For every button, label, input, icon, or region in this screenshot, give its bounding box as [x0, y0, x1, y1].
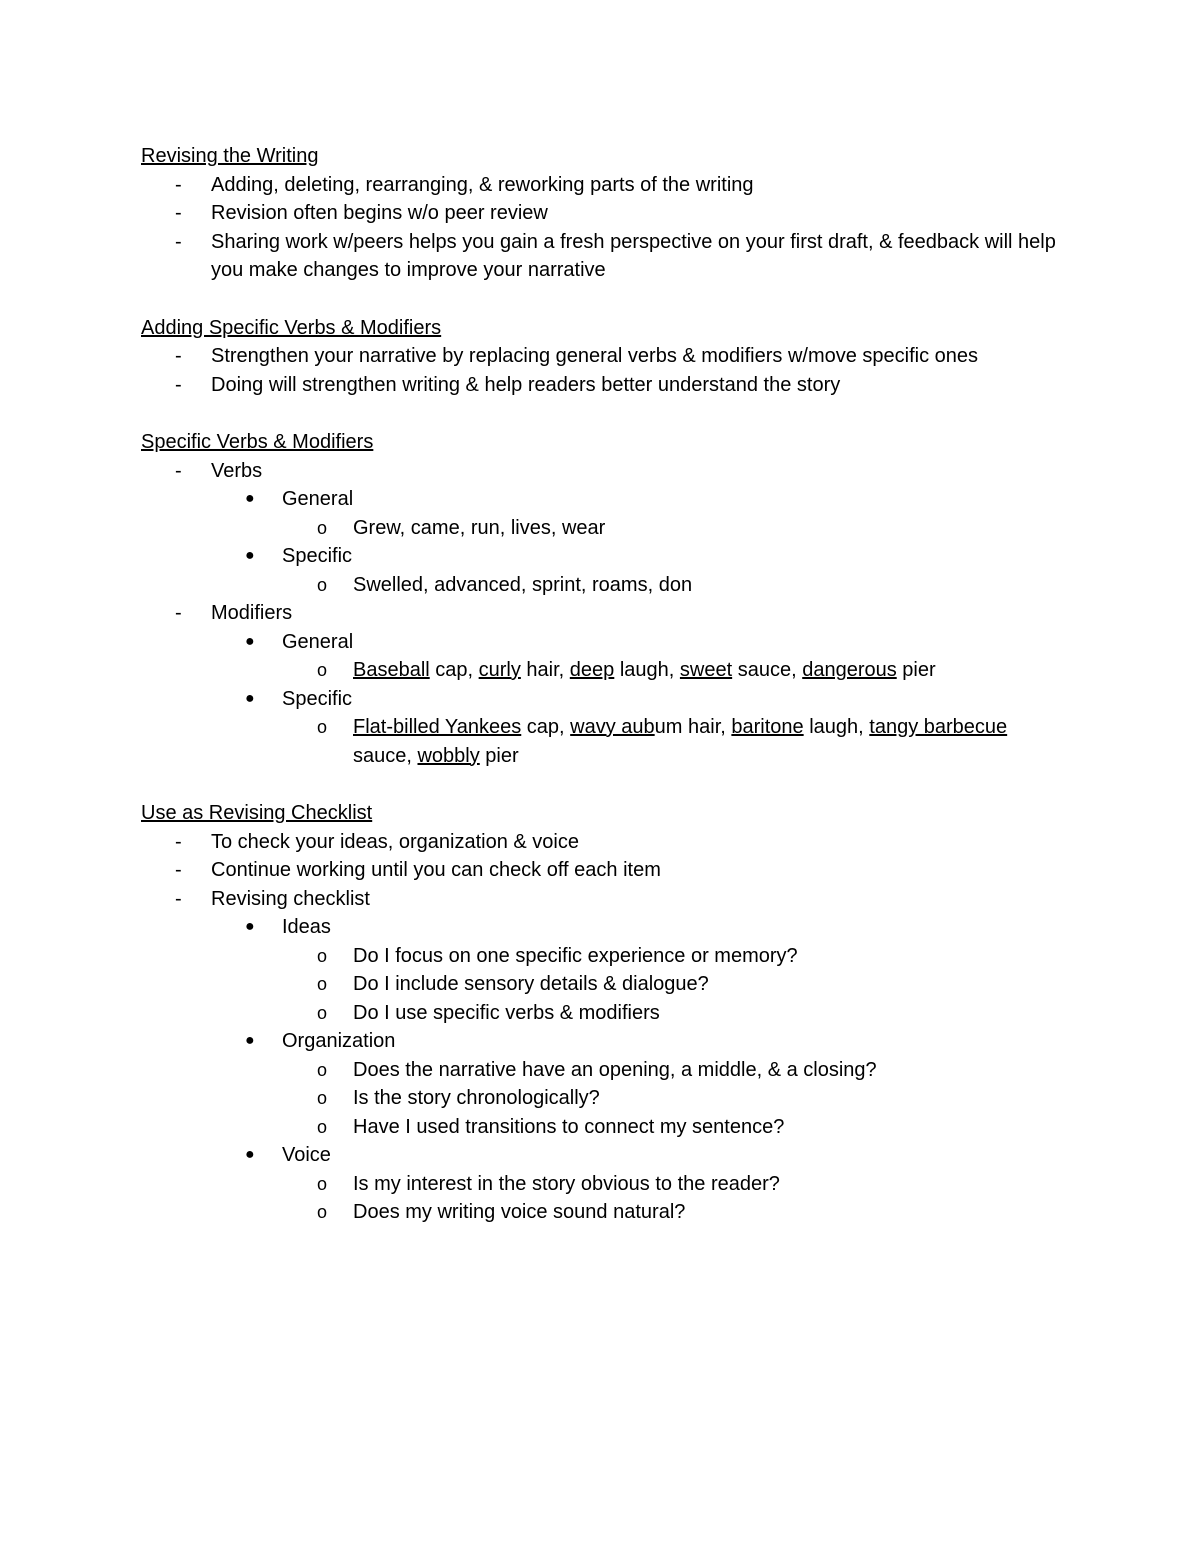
- section-heading: Adding Specific Verbs & Modifiers: [141, 316, 442, 339]
- list-item-level-2: [141, 485, 1061, 514]
- list-item-text: Is the story chronologically?: [353, 1087, 600, 1109]
- list-item-level-3: [141, 942, 1061, 971]
- list-item-level-3: [141, 970, 1061, 999]
- dash-bullet: -: [175, 887, 182, 910]
- text-run: laugh,: [803, 716, 870, 738]
- list-item-text: Ideas: [282, 916, 331, 938]
- circle-bullet: o: [317, 717, 328, 737]
- underlined-phrase: deep: [569, 659, 615, 681]
- list-item-level-2: [141, 542, 1061, 571]
- underlined-phrase: sweet: [679, 659, 733, 681]
- list-item-level-3: [141, 1170, 1061, 1199]
- list-item-text: Have I used transitions to connect my sentence?: [353, 1115, 785, 1138]
- dash-bullet: -: [175, 830, 182, 853]
- list-item-text: Is my interest in the story obvious to the reader?: [353, 1172, 780, 1195]
- text-run: pier: [479, 744, 519, 767]
- list-item-text: Grew, came, run, lives, wear: [353, 516, 606, 539]
- list-item-text: Strengthen your narrative by replacing general verbs & modifiers w/move specific ones: [211, 345, 979, 367]
- list-item-level-3: [141, 1198, 1061, 1227]
- underlined-phrase: baritone: [731, 716, 804, 738]
- dot-bullet: ●: [245, 547, 255, 564]
- text-run: cap,: [521, 716, 571, 738]
- text-run: um hair,: [654, 716, 732, 738]
- section-spacer: [141, 399, 1061, 428]
- underlined-phrase: dangerous: [802, 659, 897, 681]
- dot-bullet: ●: [245, 918, 255, 935]
- underlined-phrase: Baseball: [353, 659, 430, 681]
- list-item-level-1: [141, 885, 1061, 914]
- document-body: [141, 142, 1061, 1227]
- list-item-text: Continue working until you can check off each item: [211, 859, 661, 881]
- dot-bullet: ●: [245, 632, 255, 650]
- text-run: pier: [896, 659, 936, 681]
- list-item-level-1: [141, 599, 1061, 628]
- text-run: sauce,: [353, 744, 418, 767]
- underlined-phrase: Flat-billed Yankees: [353, 716, 522, 738]
- text-run: laugh,: [614, 659, 680, 681]
- underlined-phrase: wavy aub: [570, 716, 655, 738]
- list-item-level-3: [141, 713, 1061, 770]
- dash-bullet: -: [175, 230, 182, 253]
- list-item-level-3: [141, 514, 1061, 543]
- text-run: cap,: [429, 659, 479, 681]
- list-item-level-3: [141, 1056, 1061, 1085]
- section-spacer: [141, 770, 1061, 799]
- underlined-phrase: curly: [478, 659, 521, 681]
- text-run: sauce,: [732, 659, 803, 681]
- dot-bullet: ●: [245, 1032, 255, 1049]
- list-item-text: Voice: [282, 1144, 331, 1166]
- list-item-level-1: [141, 228, 1061, 285]
- text-run: hair,: [520, 659, 570, 681]
- list-item-level-1: [141, 342, 1061, 371]
- list-item-text: General: [282, 630, 354, 653]
- list-item-text: [353, 659, 936, 681]
- list-item-text: Modifiers: [211, 602, 293, 624]
- circle-bullet: o: [317, 1088, 328, 1108]
- circle-bullet: o: [317, 1059, 328, 1080]
- section-heading: Specific Verbs & Modifiers: [141, 431, 374, 453]
- list-item-level-1: [141, 856, 1061, 885]
- list-item-text: Doing will strengthen writing & help readers better understand the story: [211, 373, 841, 396]
- circle-bullet: o: [317, 945, 328, 966]
- list-item-text: Do I use specific verbs & modifiers: [353, 1001, 660, 1024]
- list-item-level-2: [141, 913, 1061, 942]
- list-item-level-2: [141, 628, 1061, 657]
- circle-bullet: o: [317, 574, 328, 595]
- circle-bullet: o: [317, 1202, 328, 1222]
- circle-bullet: o: [317, 1002, 328, 1023]
- section-spacer: [141, 285, 1061, 314]
- dash-bullet: -: [175, 345, 182, 367]
- list-item-text: [353, 716, 1007, 767]
- list-item-text: Do I focus on one specific experience or memory?: [353, 944, 798, 967]
- underlined-phrase: wobbly: [417, 744, 480, 767]
- list-item-text: Organization: [282, 1030, 396, 1052]
- dot-bullet: ●: [245, 1146, 255, 1163]
- dot-bullet: ●: [245, 689, 255, 707]
- list-item-level-1: [141, 457, 1061, 486]
- list-item-level-3: [141, 999, 1061, 1028]
- circle-bullet: o: [317, 1116, 328, 1137]
- dash-bullet: -: [175, 459, 182, 482]
- list-item-text: Does my writing voice sound natural?: [353, 1201, 686, 1223]
- dash-bullet: -: [175, 602, 182, 624]
- section-heading: Revising the Writing: [141, 145, 319, 167]
- list-item-text: Does the narrative have an opening, a middle, & a closing?: [353, 1058, 877, 1081]
- list-item-text: Adding, deleting, rearranging, & reworking parts of the writing: [211, 173, 754, 196]
- list-item-text: Specific: [282, 545, 353, 567]
- circle-bullet: o: [317, 517, 328, 538]
- list-item-text: Verbs: [211, 459, 263, 482]
- circle-bullet: o: [317, 1173, 328, 1194]
- list-item-level-1: [141, 828, 1061, 857]
- list-item-level-1: [141, 171, 1061, 200]
- underlined-phrase: tangy barbecue: [869, 716, 1008, 738]
- dot-bullet: ●: [245, 490, 255, 507]
- list-item-level-2: [141, 1141, 1061, 1170]
- list-item-level-3: [141, 1084, 1061, 1113]
- dash-bullet: -: [175, 173, 182, 196]
- list-item-text: Revision often begins w/o peer review: [211, 202, 548, 224]
- list-item-level-3: [141, 571, 1061, 600]
- list-item-text: General: [282, 488, 354, 510]
- list-item-level-1: [141, 371, 1061, 400]
- dash-bullet: -: [175, 859, 182, 881]
- list-item-text: Revising checklist: [211, 887, 370, 910]
- list-item-text: Do I include sensory details & dialogue?: [353, 973, 709, 995]
- list-item-level-3: [141, 656, 1061, 685]
- list-item-text: Sharing work w/peers helps you gain a fresh perspective on your first draft, & feedback will help you make changes to improve your narrative: [211, 230, 1056, 281]
- circle-bullet: o: [317, 660, 328, 680]
- dash-bullet: -: [175, 202, 182, 224]
- section-heading: Use as Revising Checklist: [141, 802, 373, 824]
- list-item-level-3: [141, 1113, 1061, 1142]
- list-item-text: Specific: [282, 687, 353, 710]
- list-item-text: Swelled, advanced, sprint, roams, don: [353, 573, 693, 596]
- dash-bullet: -: [175, 373, 182, 396]
- list-item-level-2: [141, 1027, 1061, 1056]
- list-item-level-2: [141, 685, 1061, 714]
- list-item-level-1: [141, 199, 1061, 228]
- circle-bullet: o: [317, 974, 328, 994]
- list-item-text: To check your ideas, organization & voice: [211, 830, 579, 853]
